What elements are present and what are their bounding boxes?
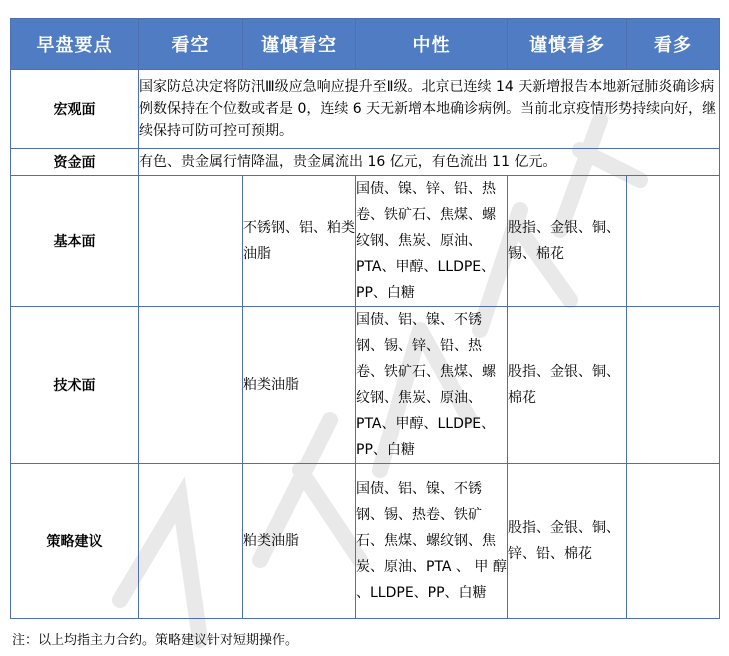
fund-label: 资金面 <box>11 149 139 176</box>
header-bearish: 看空 <box>139 19 243 70</box>
tech-bearish <box>139 307 243 464</box>
header-bullish: 看多 <box>627 19 720 70</box>
tech-cautious-bullish: 股指、金银、铜、棉花 <box>508 307 627 464</box>
basic-row <box>11 176 720 307</box>
strategy-label: 策略建议 <box>11 464 139 619</box>
tech-row <box>11 307 720 464</box>
tech-label: 技术面 <box>11 307 139 464</box>
strategy-cautious-bearish: 粕类油脂 <box>243 464 356 619</box>
footnote: 注：以上均指主力合约。策略建议针对短期操作。 <box>12 633 299 648</box>
futures-outlook-table <box>10 18 720 619</box>
strategy-bullish <box>627 464 720 619</box>
header-cautious-bearish: 谨慎看空 <box>243 19 356 70</box>
header-row <box>11 19 720 70</box>
strategy-row <box>11 464 720 619</box>
basic-cautious-bullish: 股指、金银、铜、锡、棉花 <box>508 176 627 307</box>
basic-cautious-bearish: 不锈钢、铝、粕类油脂 <box>243 176 356 307</box>
fund-text: 有色、贵金属行情降温，贵金属流出 16 亿元，有色流出 11 亿元。 <box>139 149 720 176</box>
header-neutral: 中性 <box>356 19 508 70</box>
tech-neutral: 国债、铝、镍、不锈钢、锡、锌、铅、热卷、铁矿石、焦煤、螺纹钢、焦炭、原油、PTA、甲醇、LLDPE、PP、白糖 <box>356 307 508 464</box>
fund-row <box>11 149 720 176</box>
tech-cautious-bearish: 粕类油脂 <box>243 307 356 464</box>
basic-label: 基本面 <box>11 176 139 307</box>
header-cautious-bullish: 谨慎看多 <box>508 19 627 70</box>
macro-label: 宏观面 <box>11 70 139 149</box>
strategy-cautious-bullish: 股指、金银、铜、锌、铅、棉花 <box>508 464 627 619</box>
header-key-points: 早盘要点 <box>11 19 139 70</box>
macro-text: 国家防总决定将防汛Ⅲ级应急响应提升至Ⅱ级。北京已连续 14 天新增报告本地新冠肺炎确诊病例数保持在个位数或者是 0，连续 6 天无新增本地确诊病例。当前北京疫情形势持续向好，继续保持可防可控可预期。 <box>139 70 720 149</box>
basic-bullish <box>627 176 720 307</box>
basic-bearish <box>139 176 243 307</box>
strategy-neutral: 国债、铝、镍、不锈钢、锡、热卷、铁矿石、焦煤、螺纹钢、焦炭、原油、PTA 、 甲 醇 、LLDPE、PP、白糖 <box>356 464 508 619</box>
tech-bullish <box>627 307 720 464</box>
strategy-bearish <box>139 464 243 619</box>
macro-row <box>11 70 720 149</box>
basic-neutral: 国债、镍、锌、铅、热卷、铁矿石、焦煤、螺纹钢、焦炭、原油、PTA、甲醇、LLDPE、PP、白糖 <box>356 176 508 307</box>
